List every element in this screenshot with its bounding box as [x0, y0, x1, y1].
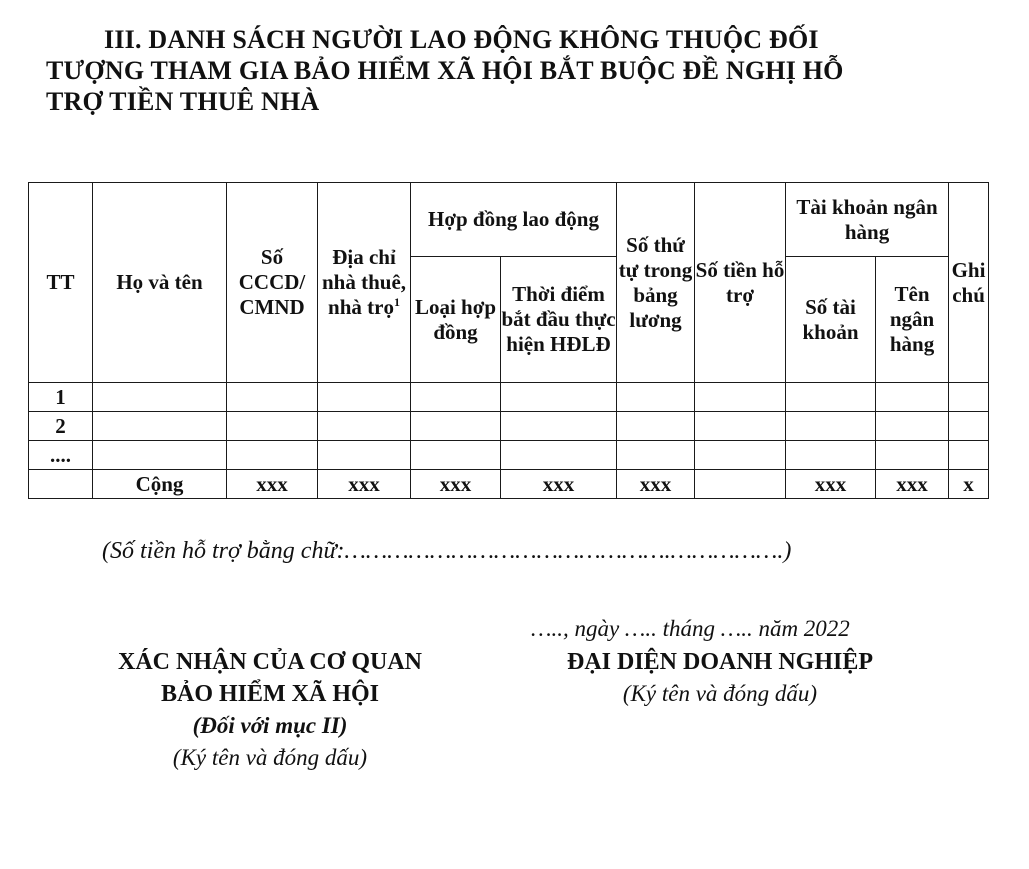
- insurance-heading-1: XÁC NHẬN CỦA CƠ QUAN: [118, 649, 422, 675]
- cell: [318, 383, 411, 412]
- date-line: ….., ngày ….. tháng ….. năm 2022: [531, 616, 850, 641]
- insurance-heading-2: BẢO HIỂM XÃ HỘI: [160, 681, 379, 707]
- total-note: x: [949, 470, 989, 499]
- header-contract-type: Loại hợp đồng: [411, 257, 501, 383]
- insurance-confirmation-block: [60, 646, 480, 774]
- header-address-footnote: 1: [393, 295, 400, 309]
- table-row: [29, 383, 989, 412]
- cell: [949, 383, 989, 412]
- employee-table: [28, 182, 989, 499]
- cell: [501, 441, 617, 470]
- cell: [786, 412, 876, 441]
- total-amount: [695, 470, 786, 499]
- header-tt: TT: [29, 183, 93, 383]
- header-payroll-no: Số thứ tự trong bảng lương: [617, 183, 695, 383]
- cell: [617, 383, 695, 412]
- cell: [227, 383, 318, 412]
- header-address: [318, 183, 411, 383]
- insurance-sign-hint: (Ký tên và đóng dấu): [172, 745, 368, 770]
- cell: [617, 412, 695, 441]
- cell: [318, 441, 411, 470]
- cell: [318, 412, 411, 441]
- cell: [695, 412, 786, 441]
- enterprise-sign-hint: (Ký tên và đóng dấu): [622, 681, 818, 706]
- cell: [786, 383, 876, 412]
- row-tt: 1: [29, 383, 93, 412]
- cell: [227, 412, 318, 441]
- total-contract-type: xxx: [411, 470, 501, 499]
- header-name: Họ và tên: [93, 183, 227, 383]
- table-row: [29, 412, 989, 441]
- cell: [93, 383, 227, 412]
- row-tt: 2: [29, 412, 93, 441]
- cell: [227, 441, 318, 470]
- enterprise-representative-block: [510, 646, 930, 710]
- document-title: [46, 24, 986, 117]
- row-tt: ....: [29, 441, 93, 470]
- title-line-3: TRỢ TIỀN THUÊ NHÀ: [46, 87, 320, 116]
- total-id: xxx: [227, 470, 318, 499]
- total-label: Cộng: [93, 470, 227, 499]
- total-payroll-no: xxx: [617, 470, 695, 499]
- header-account-no: Số tài khoản: [786, 257, 876, 383]
- total-address: xxx: [318, 470, 411, 499]
- cell: [786, 441, 876, 470]
- header-bank-name: Tên ngân hàng: [876, 257, 949, 383]
- total-contract-start: xxx: [501, 470, 617, 499]
- header-contract-group: Hợp đồng lao động: [411, 183, 617, 257]
- header-id: Số CCCD/ CMND: [227, 183, 318, 383]
- cell: [411, 383, 501, 412]
- header-amount: Số tiền hỗ trợ: [695, 183, 786, 383]
- cell: [411, 441, 501, 470]
- amount-in-words: (Số tiền hỗ trợ bằng chữ:……………………………………….…………….): [102, 538, 792, 564]
- cell: [93, 412, 227, 441]
- cell: [501, 383, 617, 412]
- cell: [93, 441, 227, 470]
- cell: [876, 441, 949, 470]
- total-account-no: xxx: [786, 470, 876, 499]
- cell: [411, 412, 501, 441]
- total-row: [29, 470, 989, 499]
- enterprise-heading: ĐẠI DIỆN DOANH NGHIỆP: [566, 649, 874, 675]
- header-address-text: Địa chỉ nhà thuê, nhà trọ: [321, 245, 407, 319]
- header-bank-group: Tài khoản ngân hàng: [786, 183, 949, 257]
- cell: [695, 441, 786, 470]
- cell: [29, 470, 93, 499]
- total-bank-name: xxx: [876, 470, 949, 499]
- cell: [876, 412, 949, 441]
- title-line-1: III. DANH SÁCH NGƯỜI LAO ĐỘNG KHÔNG THUỘC ĐỐI: [104, 25, 819, 54]
- cell: [695, 383, 786, 412]
- title-line-2: TƯỢNG THAM GIA BẢO HIỂM XÃ HỘI BẮT BUỘC ĐỀ NGHỊ HỖ: [46, 56, 844, 85]
- insurance-note: (Đối với mục II): [192, 713, 348, 738]
- header-note: Ghi chú: [949, 183, 989, 383]
- cell: [949, 441, 989, 470]
- cell: [501, 412, 617, 441]
- cell: [876, 383, 949, 412]
- header-contract-start: Thời điểm bắt đầu thực hiện HĐLĐ: [501, 257, 617, 383]
- table-row: [29, 441, 989, 470]
- cell: [617, 441, 695, 470]
- cell: [949, 412, 989, 441]
